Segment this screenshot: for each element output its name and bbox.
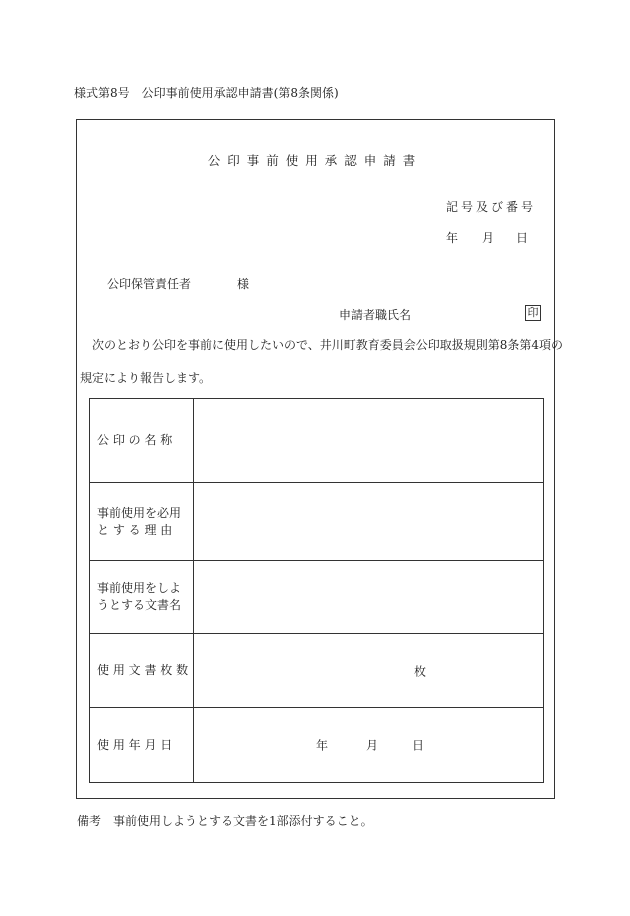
row-document-name — [90, 561, 543, 634]
label-use-date — [90, 708, 194, 782]
date-month: 月 — [482, 231, 495, 245]
addressee-honorific: 様 — [237, 277, 250, 291]
application-table — [89, 398, 544, 783]
date-day: 日 — [516, 231, 529, 245]
label-sheet-count — [90, 634, 194, 707]
label-document-name — [90, 561, 194, 633]
field-use-date[interactable] — [194, 708, 543, 782]
row-use-date — [90, 708, 543, 782]
field-sheet-count[interactable] — [194, 634, 543, 707]
row-sheet-count — [90, 634, 543, 708]
document-title: 公印事前使用承認申請書 — [207, 153, 423, 168]
body-text-line-2: 規定により報告します。 — [80, 371, 212, 385]
row-seal-name — [90, 399, 543, 483]
label-reason-line-2: と す る 理 由 — [97, 522, 173, 537]
use-date-day: 日 — [412, 738, 425, 753]
label-document-name-line-1: 事前使用をしよ — [97, 581, 182, 595]
label-reason-line-1: 事前使用を必用 — [97, 505, 182, 520]
date-year: 年 — [446, 231, 459, 245]
sheet-count-unit: 枚 — [414, 664, 427, 678]
label-seal-name-text: 公 印 の 名 称 — [97, 433, 173, 447]
addressee: 公印保管責任者 — [107, 277, 192, 291]
label-use-date-text: 使 用 年 月 日 — [97, 737, 173, 752]
document-number-label: 記号及び番号 — [446, 200, 537, 214]
field-seal-name[interactable] — [194, 399, 543, 482]
remarks-note: 備考 事前使用しようとする文書を1部添付すること。 — [77, 814, 373, 828]
form-number-label: 様式第8号 公印事前使用承認申請書(第8条関係) — [74, 86, 339, 100]
use-date-year: 年 — [316, 738, 329, 753]
use-date-month: 月 — [366, 738, 379, 753]
label-sheet-count-text: 使 用 文 書 枚 数 — [97, 663, 189, 677]
row-reason — [90, 483, 543, 561]
field-document-name[interactable] — [194, 561, 543, 633]
seal-mark: 印 — [525, 305, 541, 321]
label-seal-name — [90, 399, 194, 482]
applicant-name-label: 申請者職氏名 — [339, 308, 412, 322]
field-reason[interactable] — [194, 483, 543, 560]
label-reason — [90, 483, 194, 560]
label-document-name-line-2: うとする文書名 — [97, 598, 182, 612]
body-text-line-1: 次のとおり公印を事前に使用したいので、井川町教育委員会公印取扱規則第8条第4項の — [92, 338, 564, 352]
